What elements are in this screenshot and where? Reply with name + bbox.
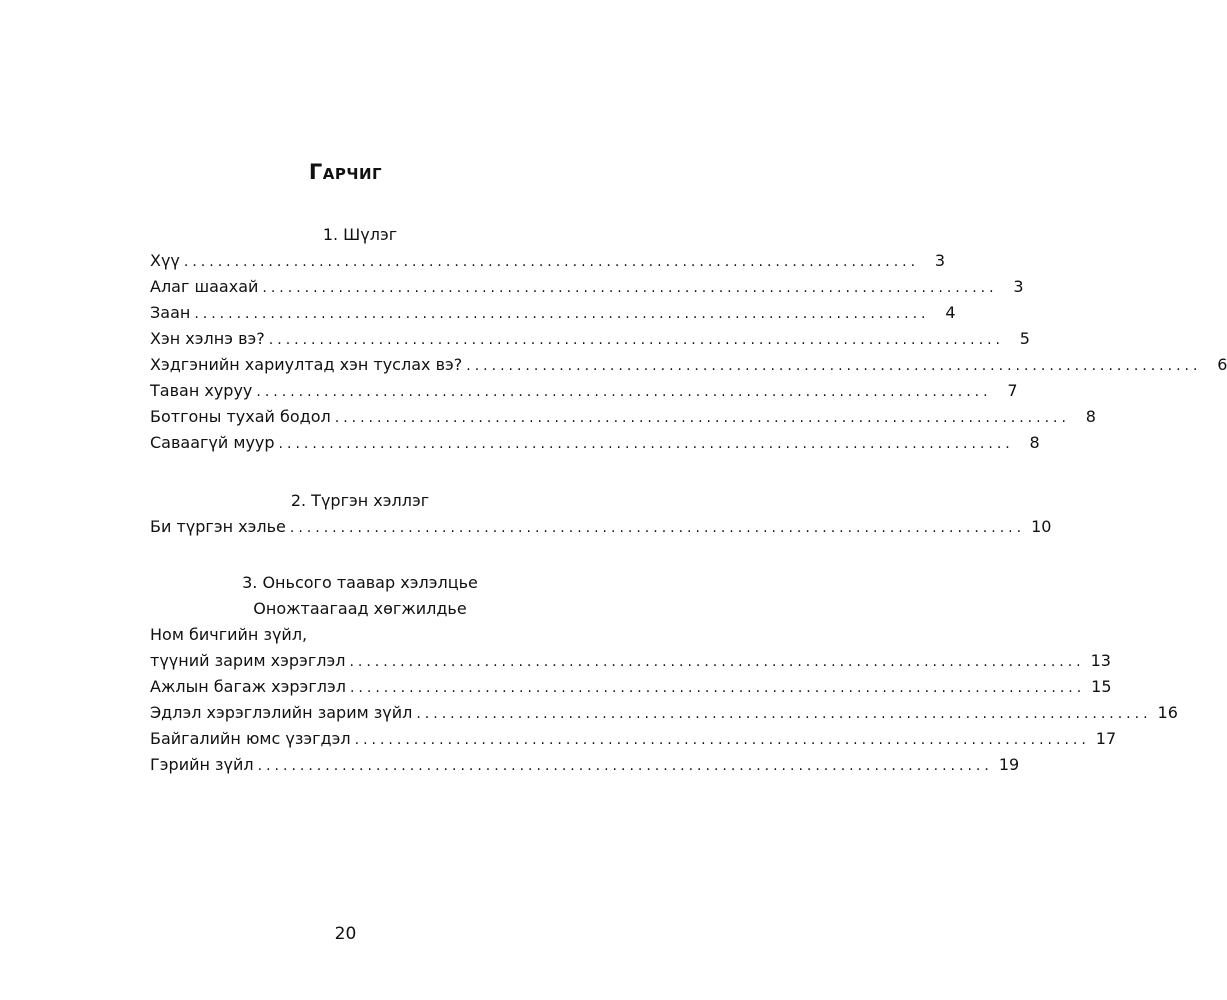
toc-entry bbox=[150, 648, 1111, 674]
toc-entry bbox=[150, 700, 1178, 726]
dot-leader: ....................................................................................... bbox=[278, 436, 1014, 452]
toc-entry-page: 13 bbox=[1090, 651, 1111, 670]
toc-entry bbox=[150, 378, 1018, 404]
toc-entry-page: 6 bbox=[1217, 355, 1227, 374]
dot-leader: ....................................................................................... bbox=[256, 384, 992, 400]
toc-entry-page: 7 bbox=[1007, 381, 1018, 400]
dot-leader: ....................................................................................... bbox=[349, 654, 1085, 670]
toc-entry-title: Ботгоны тухай бодол bbox=[150, 407, 331, 426]
toc-entry-page: 4 bbox=[945, 303, 956, 322]
dot-leader: ....................................................................................... bbox=[354, 732, 1090, 748]
dot-leader: ....................................................................................... bbox=[349, 680, 1086, 696]
toc-entry bbox=[150, 248, 946, 274]
toc-entry-page: 16 bbox=[1157, 703, 1178, 722]
toc-entry-page: 10 bbox=[1031, 517, 1052, 536]
toc-entry-title: Би түргэн хэлье bbox=[150, 517, 286, 536]
dot-leader: ....................................................................................... bbox=[194, 306, 930, 322]
dot-leader: ....................................................................................... bbox=[416, 706, 1152, 722]
toc-entry-page: 3 bbox=[1013, 277, 1024, 296]
toc-entry-title: Саваагүй муур bbox=[150, 433, 275, 452]
section-heading-3: 3. Оньсого таавар хэлэлцье bbox=[242, 573, 478, 592]
toc-entry-title: Хүү bbox=[150, 251, 180, 270]
toc-entry bbox=[150, 300, 956, 326]
dot-leader: ....................................................................................... bbox=[257, 758, 993, 774]
toc-entry bbox=[150, 674, 1112, 700]
dot-leader: ....................................................................................... bbox=[183, 254, 920, 270]
toc-entry-title: Хэдгэнийн хариултад хэн туслах вэ? bbox=[150, 355, 463, 374]
toc-entry-page: 5 bbox=[1019, 329, 1030, 348]
dot-leader: ....................................................................................... bbox=[262, 280, 998, 296]
toc-entry-title: түүний зарим хэрэглэл bbox=[150, 651, 346, 670]
toc-entry-title: Хэн хэлнэ вэ? bbox=[150, 329, 265, 348]
toc-entry-title: Эдлэл хэрэглэлийн зарим зүйл bbox=[150, 703, 413, 722]
toc-entry bbox=[150, 726, 1117, 752]
toc-entry bbox=[150, 326, 1030, 352]
toc-entry-title: Ажлын багаж хэрэглэл bbox=[150, 677, 346, 696]
section-heading-2: 2. Түргэн хэллэг bbox=[290, 491, 430, 510]
toc-entry-page: 17 bbox=[1095, 729, 1117, 748]
dot-leader: ....................................................................................... bbox=[334, 410, 1070, 426]
toc-entry-page: 15 bbox=[1091, 677, 1112, 696]
toc-entry-title: Таван хуруу bbox=[150, 381, 253, 400]
toc-entry-page: 3 bbox=[934, 251, 946, 270]
dot-leader: ....................................................................................... bbox=[268, 332, 1004, 348]
toc-entry-page: 19 bbox=[998, 755, 1020, 774]
toc-entry-title: Гэрийн зүйл bbox=[150, 755, 254, 774]
section-intro-line: Ном бичгийн зүйл, bbox=[150, 625, 308, 644]
section-subheading-3: Оножтаагаад хөгжилдье bbox=[253, 599, 467, 618]
toc-entry bbox=[150, 752, 1020, 778]
toc-entry bbox=[150, 430, 1040, 456]
toc-entry-title: Байгалийн юмс үзэгдэл bbox=[150, 729, 351, 748]
toc-entry-title: Алаг шаахай bbox=[150, 277, 259, 296]
toc-entry bbox=[150, 514, 1052, 540]
toc-entry bbox=[150, 404, 1096, 430]
toc-entry bbox=[150, 352, 1227, 378]
page-number: 20 bbox=[334, 924, 357, 944]
section-heading-1: 1. Шүлэг bbox=[322, 225, 398, 244]
page-title: Гарчиг bbox=[308, 160, 383, 184]
toc-entry-page: 8 bbox=[1029, 433, 1040, 452]
toc-entry bbox=[150, 274, 1024, 300]
dot-leader: ....................................................................................... bbox=[466, 358, 1202, 374]
toc-entry-page: 8 bbox=[1085, 407, 1096, 426]
toc-entry-title: Заан bbox=[150, 303, 191, 322]
dot-leader: ....................................................................................... bbox=[289, 520, 1026, 536]
